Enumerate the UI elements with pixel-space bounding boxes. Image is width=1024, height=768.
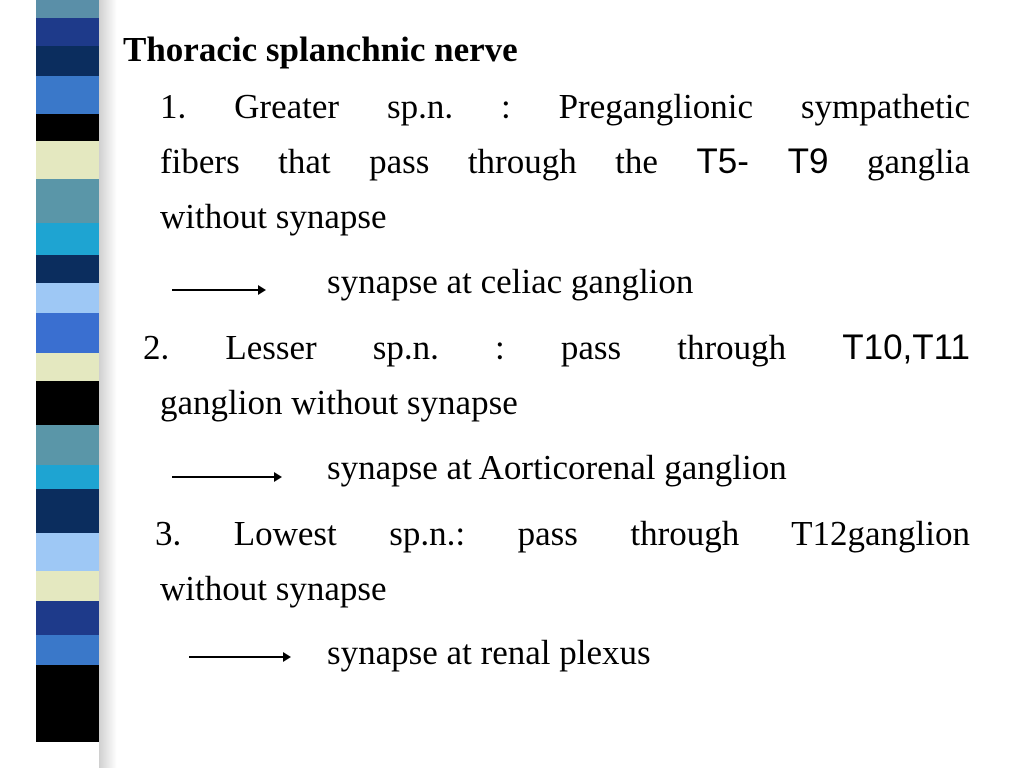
stripe-shadow [99, 0, 117, 768]
item-1-first-line: 1. Greater sp.n. : Preganglionic sympathetic [160, 87, 970, 126]
stripe-band [36, 601, 99, 635]
stripe-band [36, 141, 99, 179]
arrow-right-icon [172, 289, 263, 291]
stripe-band [36, 665, 99, 742]
item-3-result: synapse at renal plexus [327, 633, 651, 672]
stripe-band [36, 425, 99, 465]
stripe-band [36, 18, 99, 46]
item-3-last-line: without synapse [160, 569, 387, 608]
item-2-first-line [143, 320, 970, 375]
item-greater-splanchnic [160, 79, 970, 244]
item-1-last-line: without synapse [160, 197, 387, 236]
stripe-band [36, 353, 99, 381]
stripe-band [36, 114, 99, 141]
stripe-band [36, 0, 99, 18]
stripe-band [36, 571, 99, 601]
stripe-band [36, 465, 99, 489]
decorative-stripe-bar [36, 0, 99, 768]
stripe-band [36, 223, 99, 255]
item-lowest-splanchnic [155, 506, 970, 616]
stripe-band [36, 313, 99, 353]
item-1-post: ganglia [828, 142, 971, 181]
item-3-first-line: 3. Lowest sp.n.: pass through T12ganglion [155, 514, 970, 553]
item-1-pre: fibers that pass through the [160, 142, 697, 181]
stripe-band [36, 255, 99, 283]
item-2-pre: 2. Lesser sp.n. : pass through [143, 328, 843, 367]
stripe-band [36, 283, 99, 313]
arrow-right-icon [172, 476, 279, 478]
stripe-band [36, 635, 99, 665]
item-2-result: synapse at Aorticorenal ganglion [327, 448, 787, 487]
item-1-segments: T5- T9 [696, 142, 829, 181]
stripe-band [36, 46, 99, 76]
item-2-segments: T10,T11 [842, 328, 970, 367]
slide-title: Thoracic splanchnic nerve [123, 30, 518, 69]
item-2-last-line: ganglion without synapse [160, 383, 518, 422]
stripe-band [36, 76, 99, 114]
arrow-right-icon [189, 656, 288, 658]
stripe-band [36, 533, 99, 571]
item-lesser-splanchnic [143, 320, 970, 430]
stripe-band [36, 489, 99, 533]
item-1-second-line [160, 134, 970, 189]
stripe-band [36, 179, 99, 223]
item-1-result: synapse at celiac ganglion [327, 262, 694, 301]
stripe-band [36, 381, 99, 425]
